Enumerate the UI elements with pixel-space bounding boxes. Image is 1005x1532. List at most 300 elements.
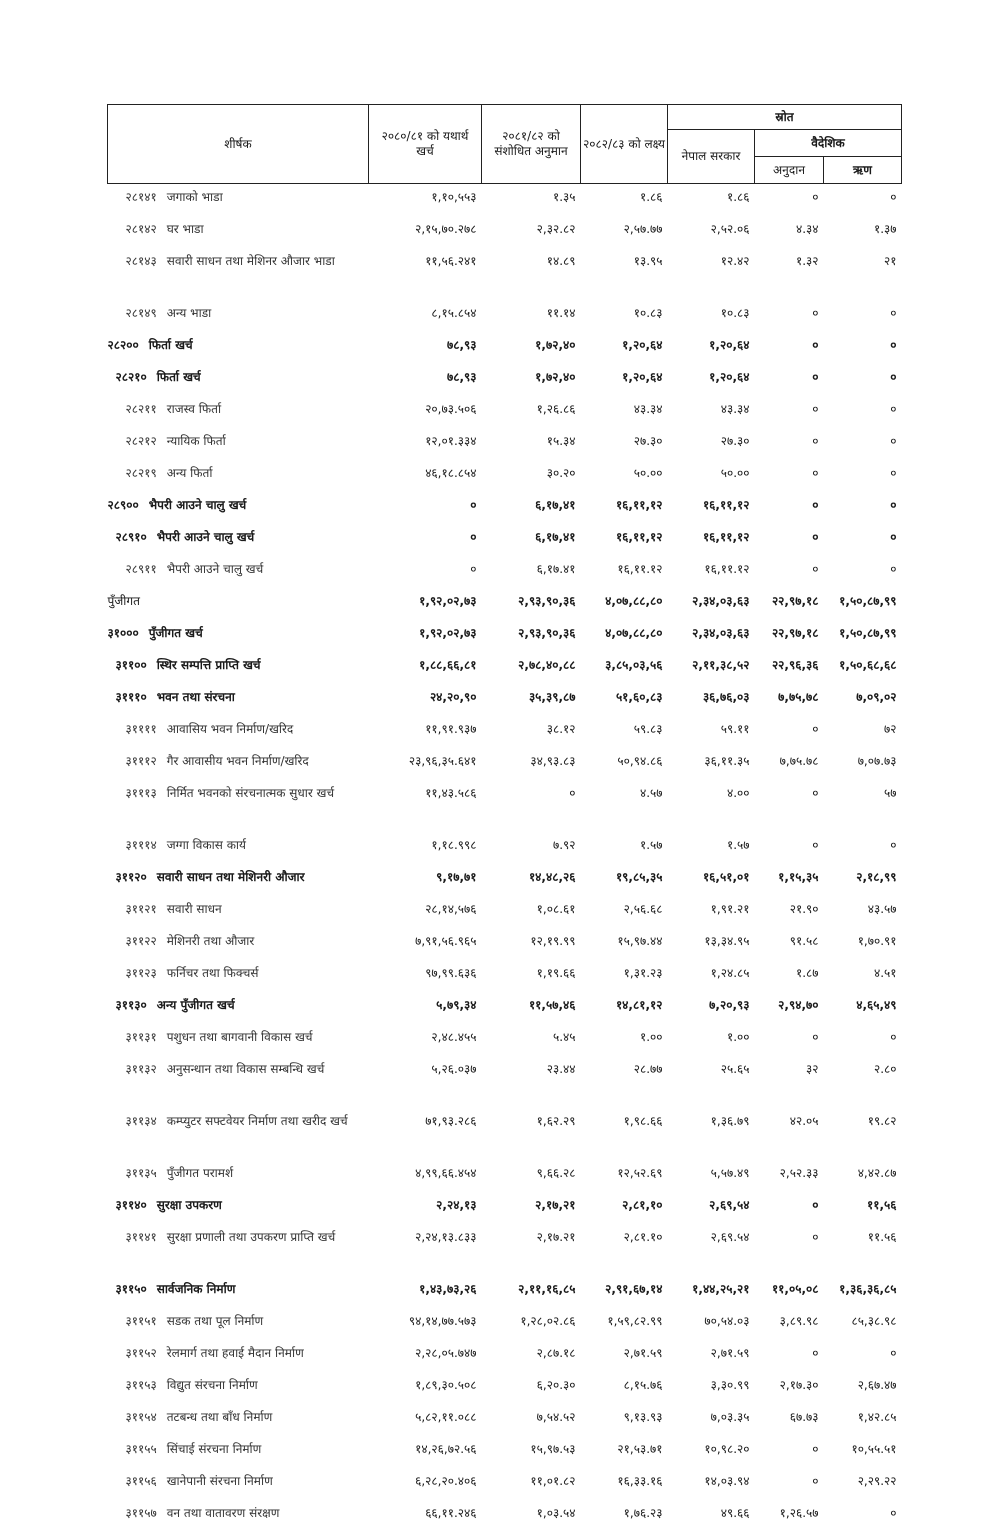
- cell-target: १६,३३.१६: [581, 1468, 668, 1500]
- cell-target: २,८१.१०: [581, 1224, 668, 1276]
- cell-actual: ६६,११.२४६: [369, 1500, 482, 1532]
- row-code: ३१११०: [116, 690, 147, 704]
- row-title: [108, 960, 369, 992]
- cell-revised: २,९३,९०,३६: [482, 620, 581, 652]
- cell-revised: १,७२,४०: [482, 364, 581, 396]
- row-title: [108, 992, 369, 1024]
- cell-govt: १६,११,१२: [668, 492, 755, 524]
- cell-grant: ०: [755, 364, 824, 396]
- cell-govt: २७.३०: [668, 428, 755, 460]
- cell-actual: २०,७३.५०६: [369, 396, 482, 428]
- cell-loan: २,६७.४७: [824, 1372, 902, 1404]
- row-title: [108, 1224, 369, 1276]
- row-label: सुरक्षा प्रणाली तथा उपकरण प्राप्ति खर्च: [167, 1230, 336, 1244]
- row-code: ३११३५: [126, 1166, 157, 1180]
- row-code: ३११२१: [126, 902, 157, 916]
- table-row: [108, 1436, 902, 1468]
- cell-revised: १,०८.६१: [482, 896, 581, 928]
- row-code: २८२१०: [116, 370, 147, 384]
- cell-revised: ९,६६.२८: [482, 1160, 581, 1192]
- row-code: ३११२०: [116, 870, 147, 884]
- row-title: [108, 524, 369, 556]
- row-code: २८१४३: [126, 254, 157, 268]
- cell-revised: ३५,३९,८७: [482, 684, 581, 716]
- row-code: ३१०००: [108, 626, 139, 640]
- row-label: भैपरी आउने चालु खर्च: [157, 530, 255, 544]
- cell-loan: ०: [824, 1500, 902, 1532]
- cell-govt: २,५२.०६: [668, 216, 755, 248]
- row-title: [108, 1308, 369, 1340]
- cell-loan: १,४२.८५: [824, 1404, 902, 1436]
- cell-actual: १,८९,३०.५०८: [369, 1372, 482, 1404]
- table-row: [108, 716, 902, 748]
- row-title: [108, 1160, 369, 1192]
- cell-grant: ०: [755, 556, 824, 588]
- cell-loan: ०: [824, 300, 902, 332]
- cell-revised: १,०३.५४: [482, 1500, 581, 1532]
- cell-actual: २,१५,७०.२७८: [369, 216, 482, 248]
- cell-revised: ५.४५: [482, 1024, 581, 1056]
- cell-loan: ०: [824, 364, 902, 396]
- row-code: ३११११: [126, 722, 157, 736]
- table-row: [108, 780, 902, 832]
- cell-actual: ९७,९९.६३६: [369, 960, 482, 992]
- row-label: स्थिर सम्पत्ति प्राप्ति खर्च: [157, 658, 261, 672]
- table-row: [108, 748, 902, 780]
- cell-actual: १,९२,०२,७३: [369, 620, 482, 652]
- row-code: ३११५२: [126, 1346, 157, 1360]
- row-code: ३११२२: [126, 934, 157, 948]
- row-label: जग्गा विकास कार्य: [167, 838, 246, 852]
- cell-actual: ०: [369, 492, 482, 524]
- cell-loan: २,२९.२२: [824, 1468, 902, 1500]
- row-label: फिर्ता खर्च: [157, 370, 201, 384]
- cell-govt: १,३६.७९: [668, 1108, 755, 1160]
- cell-grant: ६७.७३: [755, 1404, 824, 1436]
- cell-govt: २,६९,५४: [668, 1192, 755, 1224]
- row-title: [108, 492, 369, 524]
- row-code: ३११५०: [116, 1282, 147, 1296]
- cell-target: २७.३०: [581, 428, 668, 460]
- cell-revised: २,८७.१८: [482, 1340, 581, 1372]
- cell-target: ५१,६०,८३: [581, 684, 668, 716]
- cell-loan: ०: [824, 1340, 902, 1372]
- cell-target: ५९.८३: [581, 716, 668, 748]
- cell-loan: ४,४२.८७: [824, 1160, 902, 1192]
- row-label: सवारी साधन: [167, 902, 222, 916]
- header-foreign: वैदेशिक: [755, 130, 902, 157]
- header-revised-estimate: २०८१/८२ को संशोधित अनुमान: [482, 105, 581, 184]
- cell-govt: ३६,७६,०३: [668, 684, 755, 716]
- cell-grant: ४२.०५: [755, 1108, 824, 1160]
- cell-target: १२,५२.६९: [581, 1160, 668, 1192]
- cell-govt: २,३४,०३,६३: [668, 588, 755, 620]
- cell-revised: ३०.२०: [482, 460, 581, 492]
- cell-loan: ११.५६: [824, 1224, 902, 1276]
- table-row: [108, 928, 902, 960]
- cell-revised: १४,४८,२६: [482, 864, 581, 896]
- row-code: ३११५७: [126, 1506, 157, 1520]
- cell-grant: ०: [755, 300, 824, 332]
- row-title: [108, 556, 369, 588]
- cell-grant: ३२: [755, 1056, 824, 1108]
- cell-grant: ०: [755, 332, 824, 364]
- table-row: [108, 1500, 902, 1532]
- row-label: सिंचाई संरचना निर्माण: [167, 1442, 262, 1456]
- row-code: ३११००: [116, 658, 147, 672]
- cell-target: २,८१,१०: [581, 1192, 668, 1224]
- cell-actual: १,८८,६६,८१: [369, 652, 482, 684]
- cell-grant: ०: [755, 396, 824, 428]
- cell-target: १,९८.६६: [581, 1108, 668, 1160]
- table-row: [108, 332, 902, 364]
- cell-loan: १,३६,३६,८५: [824, 1276, 902, 1308]
- row-title: [108, 1024, 369, 1056]
- cell-govt: १,४४,२५,२१: [668, 1276, 755, 1308]
- cell-target: १३.९५: [581, 248, 668, 300]
- cell-loan: १,७०.९१: [824, 928, 902, 960]
- cell-loan: ८५,३८.९८: [824, 1308, 902, 1340]
- table-row: [108, 524, 902, 556]
- cell-actual: १,९२,०२,७३: [369, 588, 482, 620]
- cell-loan: ४.५१: [824, 960, 902, 992]
- row-title: [108, 620, 369, 652]
- row-title: [108, 780, 369, 832]
- row-title: [108, 248, 369, 300]
- cell-target: १५,९७.४४: [581, 928, 668, 960]
- cell-revised: १५,९७.५३: [482, 1436, 581, 1468]
- cell-grant: २,९४,७०: [755, 992, 824, 1024]
- cell-govt: ३,३०.९९: [668, 1372, 755, 1404]
- cell-actual: २,२८,०५.७४७: [369, 1340, 482, 1372]
- cell-grant: २१.९०: [755, 896, 824, 928]
- cell-grant: ०: [755, 832, 824, 864]
- cell-target: २,५७.७७: [581, 216, 668, 248]
- cell-revised: ६,१७.४१: [482, 556, 581, 588]
- cell-grant: ११,०५,०८: [755, 1276, 824, 1308]
- cell-loan: ४३.५७: [824, 896, 902, 928]
- cell-loan: ७२: [824, 716, 902, 748]
- table-row: [108, 684, 902, 716]
- cell-grant: २,१७.३०: [755, 1372, 824, 1404]
- header-target: २०८२/८३ को लक्ष्य: [581, 105, 668, 184]
- row-label: मेशिनरी तथा औजार: [167, 934, 255, 948]
- cell-target: ४,०७,८८,८०: [581, 588, 668, 620]
- cell-govt: १.००: [668, 1024, 755, 1056]
- table-row: [108, 1340, 902, 1372]
- cell-govt: ७,०३.३५: [668, 1404, 755, 1436]
- cell-actual: २८,१४,५७६: [369, 896, 482, 928]
- cell-target: २८.७७: [581, 1056, 668, 1108]
- row-label: खानेपानी संरचना निर्माण: [167, 1474, 273, 1488]
- cell-target: १,३१.२३: [581, 960, 668, 992]
- cell-loan: ०: [824, 1024, 902, 1056]
- row-label: कम्प्युटर सफ्टवेयर निर्माण तथा खरीद खर्च: [167, 1114, 348, 1128]
- row-label: राजस्व फिर्ता: [167, 402, 221, 416]
- cell-actual: १,१०,५५३: [369, 184, 482, 217]
- cell-target: १,२०,६४: [581, 364, 668, 396]
- row-label: घर भाडा: [167, 222, 204, 236]
- cell-actual: ६,२८,२०.४०६: [369, 1468, 482, 1500]
- cell-govt: १६,११.१२: [668, 556, 755, 588]
- row-label: आवासिय भवन निर्माण/खरिद: [167, 722, 294, 736]
- row-code: २८२००: [108, 338, 139, 352]
- row-code: ३११३४: [126, 1114, 157, 1128]
- cell-actual: १,४३,७३,२६: [369, 1276, 482, 1308]
- row-title: [108, 1340, 369, 1372]
- table-row: [108, 960, 902, 992]
- row-title: [108, 1056, 369, 1108]
- cell-target: १,७६.२३: [581, 1500, 668, 1532]
- cell-actual: ४,९९,६६.४५४: [369, 1160, 482, 1192]
- cell-loan: १,५०,६८,६८: [824, 652, 902, 684]
- cell-revised: २,९३,९०,३६: [482, 588, 581, 620]
- cell-actual: ११,५६.२४१: [369, 248, 482, 300]
- cell-actual: ७,९१,५६.९६५: [369, 928, 482, 960]
- table-row: [108, 556, 902, 588]
- cell-grant: ०: [755, 1468, 824, 1500]
- row-title: [108, 216, 369, 248]
- cell-govt: ३६,११.३५: [668, 748, 755, 780]
- cell-actual: १,१८.९९८: [369, 832, 482, 864]
- table-row: [108, 1056, 902, 1108]
- cell-govt: ५९.११: [668, 716, 755, 748]
- cell-actual: २,२४,१३.८३३: [369, 1224, 482, 1276]
- cell-actual: ७१,९३.२८६: [369, 1108, 482, 1160]
- cell-target: १६,११.१२: [581, 556, 668, 588]
- cell-target: ५०,९४.८६: [581, 748, 668, 780]
- row-title: [108, 1500, 369, 1532]
- row-title: [108, 1404, 369, 1436]
- cell-govt: १,२०,६४: [668, 332, 755, 364]
- row-title: [108, 460, 369, 492]
- row-code: ३१११३: [126, 786, 157, 800]
- cell-grant: ०: [755, 780, 824, 832]
- row-title: [108, 716, 369, 748]
- table-row: [108, 1404, 902, 1436]
- cell-grant: ०: [755, 1340, 824, 1372]
- cell-target: १,२०,६४: [581, 332, 668, 364]
- cell-actual: २,२४,१३: [369, 1192, 482, 1224]
- cell-target: ३,८५,०३,५६: [581, 652, 668, 684]
- row-label: अन्य पुँजीगत खर्च: [157, 998, 235, 1012]
- cell-loan: ०: [824, 332, 902, 364]
- row-label: सवारी साधन तथा मेशिनरी औजार: [157, 870, 305, 884]
- cell-target: २,५६.६८: [581, 896, 668, 928]
- row-title: [108, 1108, 369, 1160]
- cell-target: १.५७: [581, 832, 668, 864]
- cell-revised: ७.९२: [482, 832, 581, 864]
- cell-target: १,५९,८२.९९: [581, 1308, 668, 1340]
- row-title: [108, 832, 369, 864]
- cell-revised: २,७८,४०,८८: [482, 652, 581, 684]
- cell-grant: ०: [755, 492, 824, 524]
- cell-revised: ११,०१.८२: [482, 1468, 581, 1500]
- cell-loan: १,५०,८७,९९: [824, 588, 902, 620]
- cell-actual: ९,१७,७१: [369, 864, 482, 896]
- cell-actual: १२,०१.३३४: [369, 428, 482, 460]
- cell-revised: २,१७,२१: [482, 1192, 581, 1224]
- cell-loan: ७,०७.७३: [824, 748, 902, 780]
- row-label: वन तथा वातावरण संरक्षण: [167, 1506, 280, 1520]
- table-row: [108, 216, 902, 248]
- cell-grant: ३,८९.९८: [755, 1308, 824, 1340]
- cell-loan: १,५०,८७,९९: [824, 620, 902, 652]
- row-code: ३१११२: [126, 754, 157, 768]
- cell-target: ९,१३.९३: [581, 1404, 668, 1436]
- cell-grant: १,१५,३५: [755, 864, 824, 896]
- cell-target: १९,८५,३५: [581, 864, 668, 896]
- cell-revised: २,३२.८२: [482, 216, 581, 248]
- cell-govt: १,२४.८५: [668, 960, 755, 992]
- row-title: [108, 1468, 369, 1500]
- cell-grant: ०: [755, 1024, 824, 1056]
- row-code: २८२१२: [126, 434, 157, 448]
- row-code: २८२११: [126, 402, 157, 416]
- row-label: अनुसन्धान तथा विकास सम्बन्धि खर्च: [167, 1062, 325, 1076]
- cell-target: १६,११,१२: [581, 524, 668, 556]
- cell-actual: ७८,९३: [369, 332, 482, 364]
- row-code: ३१११४: [126, 838, 157, 852]
- row-label: भवन तथा संरचना: [157, 690, 235, 704]
- cell-grant: ७,७५,७८: [755, 684, 824, 716]
- row-title: [108, 684, 369, 716]
- row-code: २८१४९: [126, 306, 157, 320]
- cell-revised: १५.३४: [482, 428, 581, 460]
- cell-grant: ०: [755, 1192, 824, 1224]
- row-title: [108, 184, 369, 217]
- row-label: भैपरी आउने चालु खर्च: [149, 498, 247, 512]
- table-row: [108, 1160, 902, 1192]
- row-code: २८९००: [108, 498, 139, 512]
- cell-actual: ०: [369, 524, 482, 556]
- cell-govt: १२.४२: [668, 248, 755, 300]
- cell-loan: २,१८,९९: [824, 864, 902, 896]
- cell-grant: ४.३४: [755, 216, 824, 248]
- cell-govt: १.५७: [668, 832, 755, 864]
- cell-grant: ०: [755, 1436, 824, 1468]
- cell-loan: १.३७: [824, 216, 902, 248]
- table-row: [108, 428, 902, 460]
- cell-grant: ०: [755, 428, 824, 460]
- cell-target: ५०.००: [581, 460, 668, 492]
- header-grant: अनुदान: [755, 157, 824, 184]
- cell-grant: २२,९६,३६: [755, 652, 824, 684]
- table-row: [108, 1024, 902, 1056]
- row-label: जगाको भाडा: [167, 190, 223, 204]
- cell-loan: ७,०९,०२: [824, 684, 902, 716]
- cell-actual: ११,४३.५८६: [369, 780, 482, 832]
- table-row: [108, 1108, 902, 1160]
- table-row: [108, 992, 902, 1024]
- cell-grant: १,२६.५७: [755, 1500, 824, 1532]
- cell-actual: २३,९६,३५.६४१: [369, 748, 482, 780]
- cell-revised: ६,१७,४१: [482, 524, 581, 556]
- cell-govt: २५.६५: [668, 1056, 755, 1108]
- cell-actual: ४६,१८.८५४: [369, 460, 482, 492]
- cell-actual: ०: [369, 556, 482, 588]
- row-title: [108, 896, 369, 928]
- table-row: [108, 1308, 902, 1340]
- cell-grant: ०: [755, 524, 824, 556]
- row-label: पशुधन तथा बागवानी विकास खर्च: [167, 1030, 313, 1044]
- cell-govt: ४३.३४: [668, 396, 755, 428]
- row-code: ३११४०: [116, 1198, 147, 1212]
- cell-loan: ०: [824, 524, 902, 556]
- cell-revised: ३८.१२: [482, 716, 581, 748]
- row-title: [108, 1276, 369, 1308]
- cell-actual: ५,७९,३४: [369, 992, 482, 1024]
- cell-govt: १३,३४.९५: [668, 928, 755, 960]
- cell-loan: ०: [824, 460, 902, 492]
- row-code: ३११३१: [126, 1030, 157, 1044]
- row-title: [108, 1372, 369, 1404]
- table-row: [108, 832, 902, 864]
- cell-govt: ५०.००: [668, 460, 755, 492]
- row-label: भैपरी आउने चालु खर्च: [167, 562, 264, 576]
- cell-actual: ७८,९३: [369, 364, 482, 396]
- cell-loan: ०: [824, 556, 902, 588]
- cell-loan: २१: [824, 248, 902, 300]
- cell-target: ४.५७: [581, 780, 668, 832]
- cell-govt: १६,११,१२: [668, 524, 755, 556]
- cell-actual: ५,२६.०३७: [369, 1056, 482, 1108]
- row-code: ३११५४: [126, 1410, 157, 1424]
- table-row: [108, 300, 902, 332]
- cell-target: १.८६: [581, 184, 668, 217]
- cell-target: १.००: [581, 1024, 668, 1056]
- cell-revised: ११,५७,४६: [482, 992, 581, 1024]
- cell-revised: १,६२.२९: [482, 1108, 581, 1160]
- table-row: [108, 864, 902, 896]
- row-label: अन्य फिर्ता: [167, 466, 213, 480]
- row-title: [108, 864, 369, 896]
- row-code: ३११४१: [126, 1230, 157, 1244]
- table-body: [108, 184, 902, 1532]
- cell-govt: १,९१.२१: [668, 896, 755, 928]
- table-row: [108, 896, 902, 928]
- row-code: २८९११: [126, 562, 157, 576]
- cell-target: १४,८१,१२: [581, 992, 668, 1024]
- cell-actual: २,४८.४५५: [369, 1024, 482, 1056]
- row-code: २८१४२: [126, 222, 157, 236]
- header-actual-expense: २०८०/८१ को यथार्थ खर्च: [369, 105, 482, 184]
- cell-loan: ०: [824, 492, 902, 524]
- cell-revised: १४.८९: [482, 248, 581, 300]
- row-title: [108, 332, 369, 364]
- cell-grant: ०: [755, 460, 824, 492]
- cell-loan: १९.८२: [824, 1108, 902, 1160]
- cell-actual: ८,१५.८५४: [369, 300, 482, 332]
- row-label: पुँजीगत: [108, 594, 140, 608]
- row-code: ३११३२: [126, 1062, 157, 1076]
- budget-table-page: [107, 104, 901, 1532]
- row-label: सार्वजनिक निर्माण: [157, 1282, 236, 1296]
- cell-grant: २२,९७,१८: [755, 620, 824, 652]
- cell-target: ४३.३४: [581, 396, 668, 428]
- row-code: ३११२३: [126, 966, 157, 980]
- row-label: विद्युत संरचना निर्माण: [167, 1378, 258, 1392]
- row-label: पुँजीगत खर्च: [149, 626, 203, 640]
- cell-revised: ६,१७,४१: [482, 492, 581, 524]
- row-title: [108, 588, 369, 620]
- cell-govt: ७०,५४.०३: [668, 1308, 755, 1340]
- budget-table: [107, 104, 902, 1532]
- cell-loan: ०: [824, 428, 902, 460]
- table-row: [108, 248, 902, 300]
- cell-target: २,९१,६७,१४: [581, 1276, 668, 1308]
- header-source: स्रोत: [668, 105, 902, 130]
